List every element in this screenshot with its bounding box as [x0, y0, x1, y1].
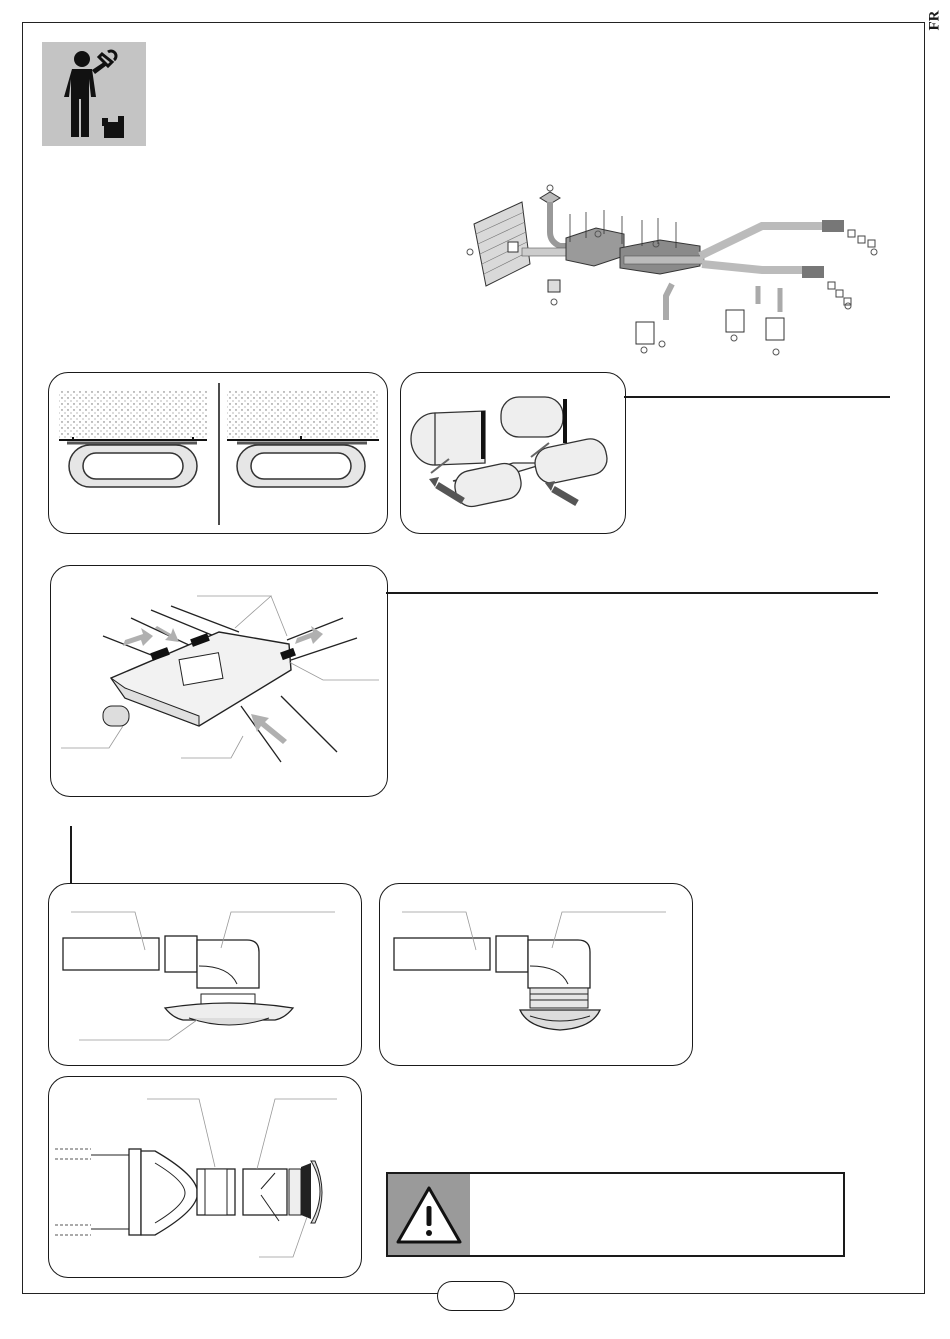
plenum-box-panel — [50, 565, 388, 797]
installer-with-wrench-icon — [42, 42, 146, 146]
inline-adapter-panel — [48, 1076, 362, 1278]
warning-triangle-icon — [388, 1174, 470, 1255]
system-overview-diagram — [462, 182, 892, 362]
section-bracket-line — [70, 826, 72, 884]
page-number — [437, 1281, 515, 1311]
duct-panel-leader-line — [624, 396, 890, 398]
ceiling-mount-panel — [48, 372, 388, 534]
warning-notice — [386, 1172, 845, 1257]
language-tag: FR — [926, 10, 943, 31]
duct-connection-panel — [400, 372, 626, 534]
plenum-panel-leader-line — [386, 592, 878, 594]
elbow-grille-panel-1 — [48, 883, 362, 1066]
elbow-grille-panel-2 — [379, 883, 693, 1066]
